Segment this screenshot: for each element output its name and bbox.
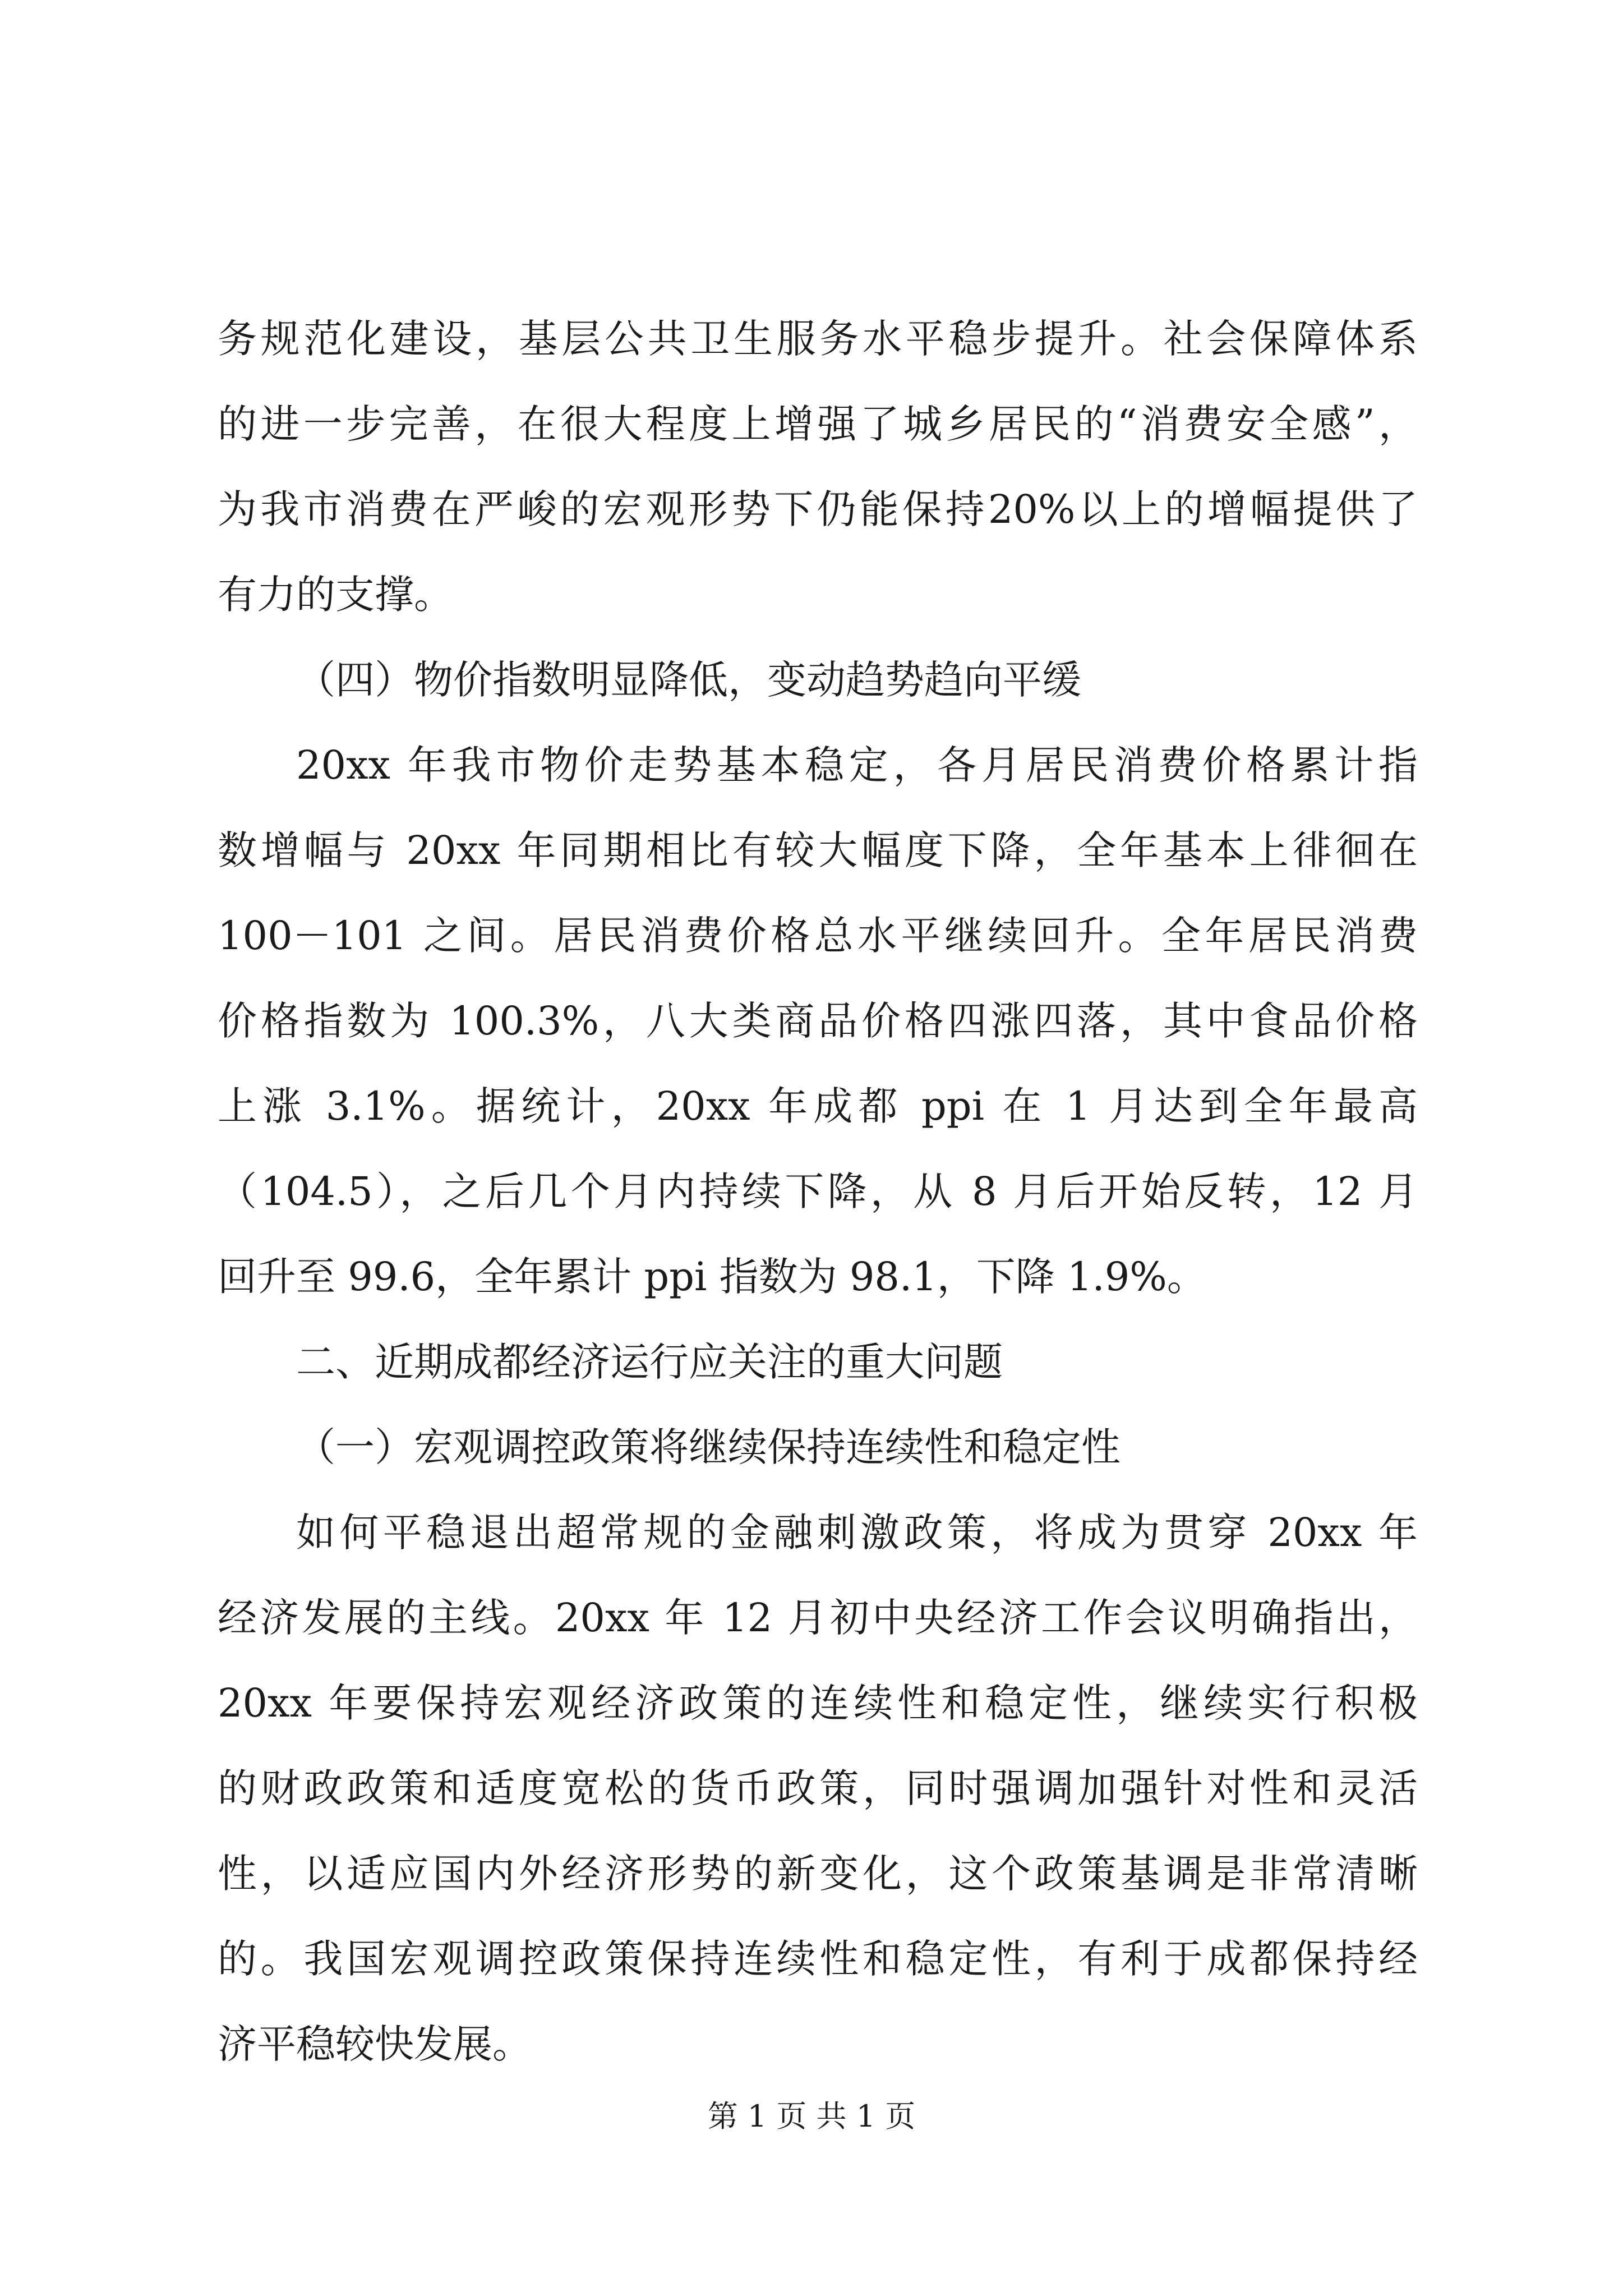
paragraph-line: （104.5），之后几个月内持续下降，从 8 月后开始反转，12 月 [218, 1168, 1418, 1214]
document-body [218, 296, 1418, 2087]
paragraph-line: 数增幅与 20xx 年同期相比有较大幅度下降，全年基本上徘徊在 [218, 827, 1418, 873]
paragraph-line: 经济发展的主线。20xx 年 12 月初中央经济工作会议明确指出， [218, 1595, 1418, 1641]
section-heading: （四）物价指数明显降低，变动趋势趋向平缓 [296, 657, 1081, 703]
paragraph-line: 回升至 99.6，全年累计 ppi 指数为 98.1，下降 1.9%。 [218, 1254, 1206, 1300]
paragraph-line: 100－101 之间。居民消费价格总水平继续回升。全年居民消费 [218, 913, 1418, 959]
paragraph-line: 有力的支撑。 [218, 572, 453, 618]
section-heading: （一）宏观调控政策将继续保持连续性和稳定性 [296, 1424, 1121, 1470]
paragraph-line: 20xx 年我市物价走势基本稳定，各月居民消费价格累计指 [296, 742, 1418, 788]
page-number-label: 第 1 页 共 1 页 [707, 2099, 916, 2134]
paragraph-line: 为我市消费在严峻的宏观形势下仍能保持20%以上的增幅提供了 [218, 486, 1418, 532]
paragraph-line: 性，以适应国内外经济形势的新变化，这个政策基调是非常清晰 [218, 1851, 1418, 1897]
chapter-heading: 二、近期成都经济运行应关注的重大问题 [296, 1339, 1003, 1385]
paragraph-line: 务规范化建设，基层公共卫生服务水平稳步提升。社会保障体系 [218, 316, 1418, 362]
paragraph-line: 的进一步完善，在很大程度上增强了城乡居民的“消费安全感”， [218, 401, 1418, 447]
page-footer [0, 2097, 1623, 2136]
paragraph-line: 上涨 3.1%。据统计，20xx 年成都 ppi 在 1 月达到全年最高 [218, 1083, 1418, 1129]
paragraph-line: 的。我国宏观调控政策保持连续性和稳定性，有利于成都保持经 [218, 1936, 1418, 1982]
paragraph-line: 价格指数为 100.3%，八大类商品价格四涨四落，其中食品价格 [218, 998, 1418, 1044]
paragraph-line: 如何平稳退出超常规的金融刺激政策，将成为贯穿 20xx 年 [296, 1510, 1418, 1556]
paragraph-line: 的财政政策和适度宽松的货币政策，同时强调加强针对性和灵活 [218, 1765, 1418, 1811]
paragraph-line: 20xx 年要保持宏观经济政策的连续性和稳定性，继续实行积极 [218, 1680, 1418, 1726]
paragraph-line: 济平稳较快发展。 [218, 2021, 532, 2067]
